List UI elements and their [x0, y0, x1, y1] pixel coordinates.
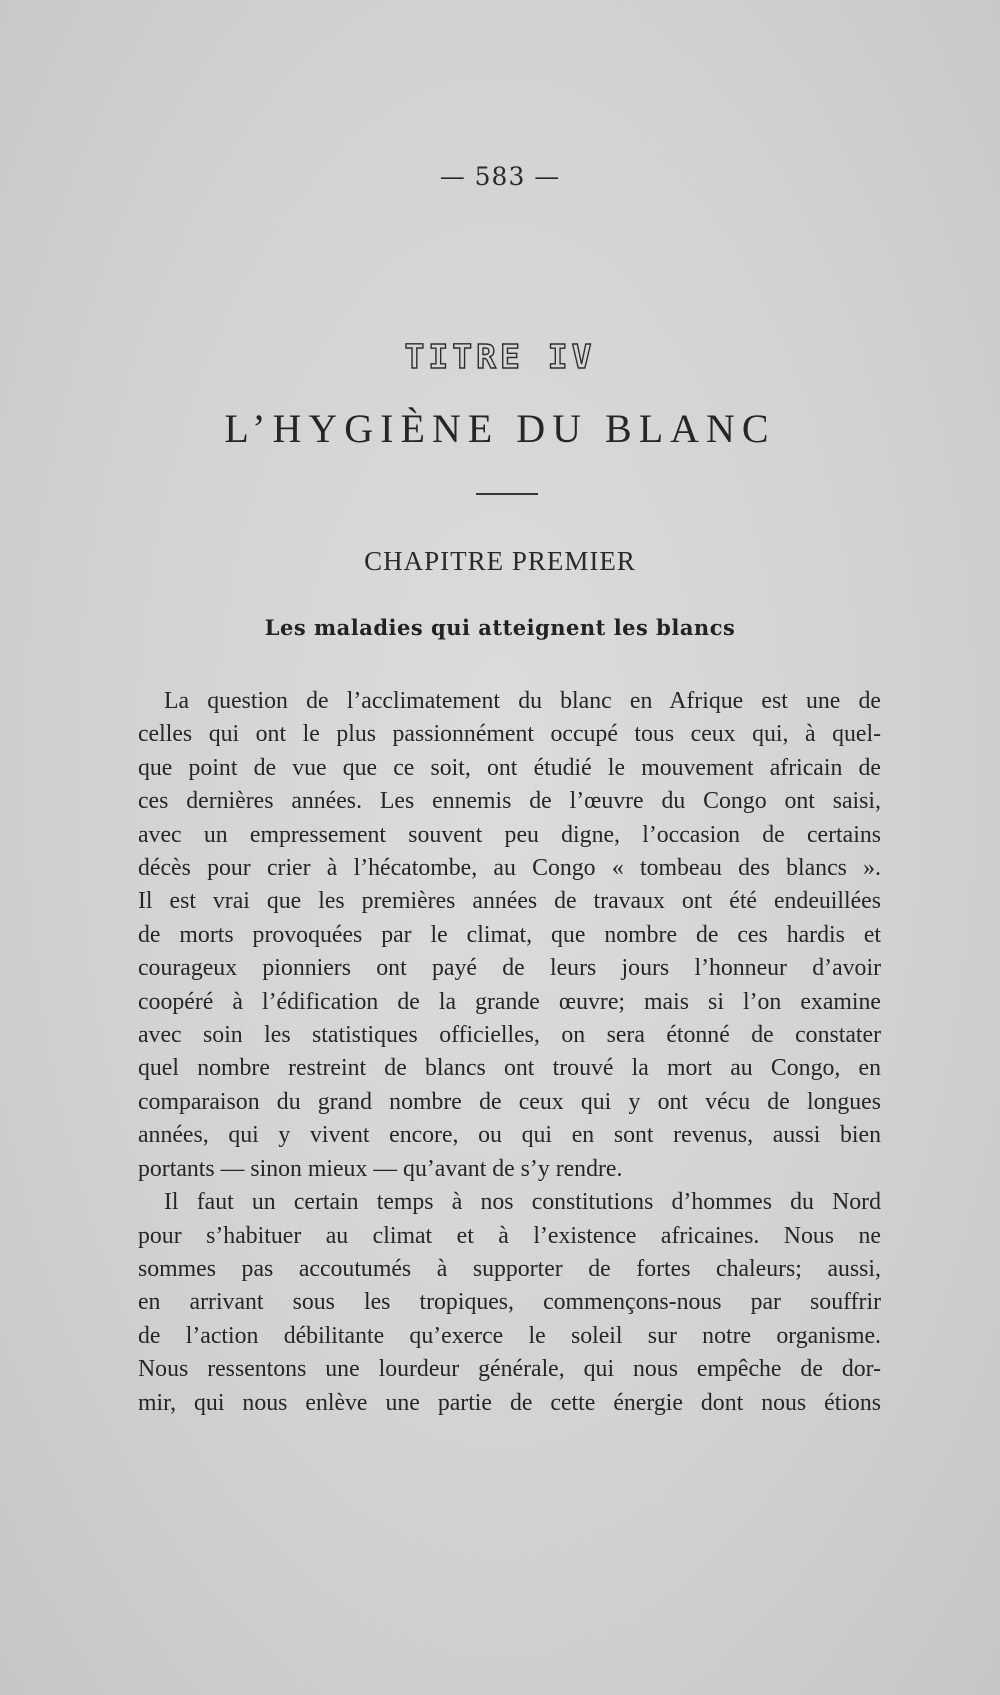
page-number: — 583 — [439, 162, 561, 191]
body-text [138, 685, 881, 1420]
text-line: portants — sinon mieux — qu’avant de s’y rendre. [138, 1155, 623, 1182]
text-line: celles qui ont le plus passionnément occupé tous ceux qui, à quel- [138, 721, 881, 748]
text-line: coopéré à l’édification de la grande œuvre; mais si l’on examine [138, 988, 881, 1015]
text-line: pour s’habituer au climat et à l’existence africaines. Nous ne [138, 1222, 881, 1249]
text-line: que point de vue que ce soit, ont étudié le mouvement africain de [138, 754, 881, 781]
text-line: Il faut un certain temps à nos constitutions d’hommes du Nord [164, 1189, 881, 1216]
text-line: courageux pionniers ont payé de leurs jours l’honneur d’avoir [138, 955, 881, 982]
part-heading: TITRE IV [404, 337, 596, 376]
text-line: en arrivant sous les tropiques, commençons-nous par souffrir [138, 1289, 881, 1316]
text-line: Nous ressentons une lourdeur générale, qui nous empêche de dor- [138, 1356, 881, 1383]
text-line: sommes pas accoutumés à supporter de fortes chaleurs; aussi, [138, 1255, 881, 1282]
part-title: L’HYGIÈNE DU BLANC [224, 406, 776, 451]
text-line: Il est vrai que les premières années de travaux ont été endeuillées [138, 888, 881, 915]
text-line: avec un empressement souvent peu digne, l’occasion de certains [138, 821, 881, 848]
chapter-subtitle: Les maladies qui atteignent les blancs [264, 615, 736, 640]
text-line: de l’action débilitante qu’exerce le soleil sur notre organisme. [138, 1322, 881, 1349]
text-line: ces dernières années. Les ennemis de l’œuvre du Congo ont saisi, [138, 788, 881, 815]
chapter-heading: CHAPITRE PREMIER [364, 546, 636, 576]
text-line: décès pour crier à l’hécatombe, au Congo « tombeau des blancs ». [138, 855, 881, 882]
text-line: La question de l’acclimatement du blanc en Afrique est une de [164, 688, 881, 714]
text-line: comparaison du grand nombre de ceux qui y ont vécu de longues [138, 1088, 881, 1115]
text-line: avec soin les statistiques officielles, on sera étonné de constater [138, 1022, 881, 1049]
text-line: de morts provoquées par le climat, que nombre de ces hardis et [138, 921, 881, 948]
text-line: mir, qui nous enlève une partie de cette énergie dont nous étions [138, 1389, 881, 1416]
text-line: années, qui y vivent encore, ou qui en sont revenus, aussi bien [138, 1122, 881, 1149]
title-divider [476, 493, 538, 495]
text-line: quel nombre restreint de blancs ont trouvé la mort au Congo, en [138, 1055, 881, 1082]
